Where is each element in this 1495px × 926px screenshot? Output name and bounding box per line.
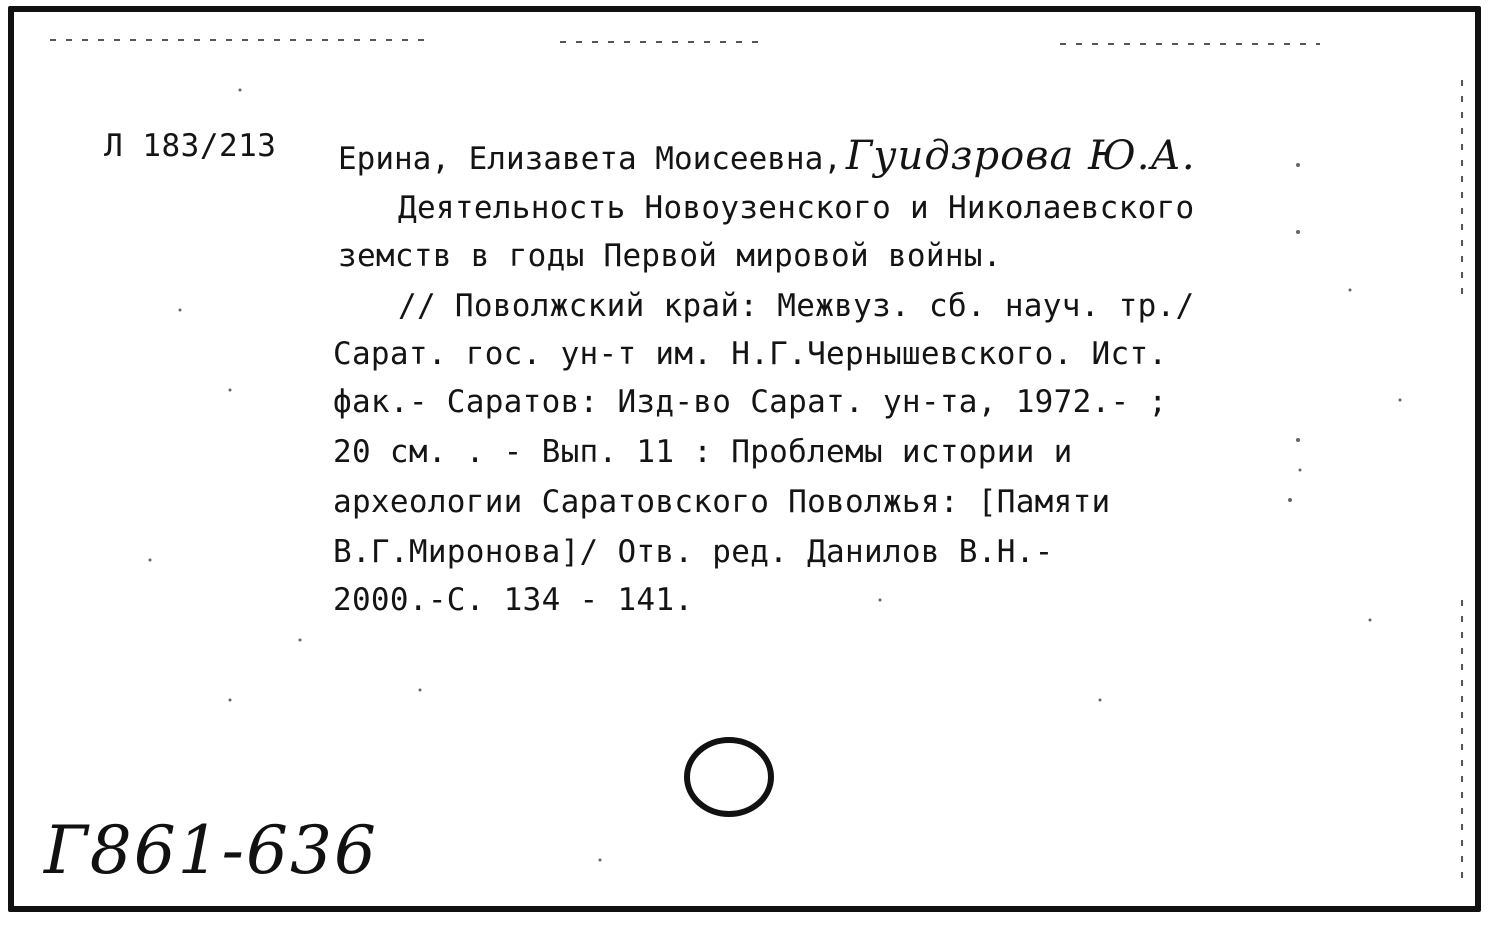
punch-hole-icon	[683, 735, 775, 819]
source-line-1: // Поволжский край: Межвуз. сб. науч. тр./	[398, 288, 1195, 324]
source-line-3: фак.- Саратов: Изд-во Сарат. ун-та, 1972.- ;	[333, 384, 1168, 420]
call-number: Л 183/213	[104, 128, 277, 164]
source-line-5: археологии Саратовского Поволжья: [Памяти	[333, 484, 1111, 520]
source-line-7: 2000.-С. 134 - 141.	[333, 582, 694, 618]
author-heading	[338, 133, 1196, 179]
author-name: Ерина, Елизавета Моисеевна,	[338, 141, 842, 177]
handwritten-annotation: Гуидзрова Ю.А.	[845, 133, 1196, 179]
inventory-number: Г861-636	[44, 812, 378, 889]
source-line-2: Сарат. гос. ун-т им. Н.Г.Чернышевского. Ист.	[333, 336, 1168, 372]
title-line-1: Деятельность Новоузенского и Николаевского	[398, 190, 1195, 226]
title-line-2: земств в годы Первой мировой войны.	[338, 238, 1002, 274]
source-line-6: В.Г.Миронова]/ Отв. ред. Данилов В.Н.-	[333, 534, 1054, 570]
source-line-4: 20 см. . - Вып. 11 : Проблемы истории и	[333, 434, 1073, 470]
